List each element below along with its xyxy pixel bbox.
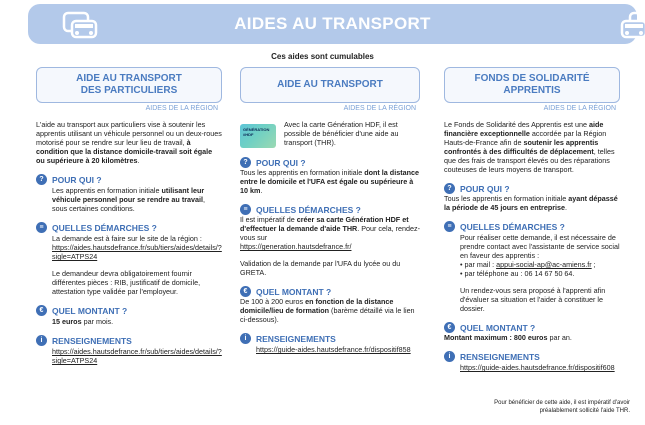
- info-link[interactable]: https://aides.hautsdefrance.fr/sub/tiers/aides/details/?sigle=ATPS24: [52, 347, 222, 365]
- mail-line: • par mail : appui-social-ap@ac-amiens.fr ;: [460, 260, 596, 269]
- generation-hdf-link[interactable]: https://generation.hautsdefrance.fr/: [240, 242, 352, 251]
- section-demarches: [240, 204, 420, 277]
- section-title: QUELLES DÉMARCHES ?: [460, 221, 565, 232]
- section-renseignements: [36, 335, 222, 365]
- section-montant: [36, 305, 222, 326]
- section-title: RENSEIGNEMENTS: [460, 351, 540, 362]
- list-icon: ≡: [240, 204, 251, 215]
- section-montant: [240, 286, 420, 324]
- section-renseignements: [444, 351, 620, 372]
- section-title: QUEL MONTANT ?: [52, 305, 128, 316]
- section-title: POUR QUI ?: [460, 183, 510, 194]
- section-text: Validation de la demande par l'UFA du lycée ou du GRETA.: [240, 259, 401, 277]
- section-title: POUR QUI ?: [256, 157, 306, 168]
- section-text: Tous les apprentis en formation initiale dont la distance entre le domicile et l'UFA est égale ou supérieure à 10 km.: [240, 168, 419, 195]
- intro-text: Avec la carte Génération HDF, il est possible de bénéficier d'une aide au transport (THR).: [284, 120, 399, 147]
- section-title: POUR QUI ?: [52, 174, 102, 185]
- car-icon: [620, 10, 645, 40]
- info-icon: i: [444, 351, 455, 362]
- section-demarches: [444, 221, 620, 313]
- intro-text: Le Fonds de Solidarité des Apprentis est une aide financière exceptionnelle accordée par la Région Hauts-de-France afin de soutenir les apprentis confrontés à des difficultés de déplacement, telles que des frais de transport élevés ou des réparations couteuses de leurs moyens de transport.: [444, 120, 615, 174]
- section-text: De 100 à 200 euros en fonction de la distance domicile/lieu de formation (barème détaillé via le lien ci-dessous).: [240, 297, 415, 324]
- column-title: AIDE AU TRANSPORT DES PARTICULIERS: [36, 67, 222, 103]
- region-tag: AIDES DE LA RÉGION: [543, 105, 616, 112]
- footnote: Pour bénéficier de cette aide, il est impératif d'avoir préalablement sollicité l'aide THR.: [494, 400, 630, 414]
- column-title: FONDS DE SOLIDARITÉ APPRENTIS: [444, 67, 620, 103]
- generation-hdf-card-logo: GÉNÉRATION #HDF: [240, 124, 276, 148]
- column-title: AIDE AU TRANSPORT: [240, 67, 420, 103]
- section-text: Tous les apprentis en formation initiale ayant dépassé la période de 45 jours en entreprise.: [444, 194, 618, 212]
- subtitle: Ces aides sont cumulables: [271, 52, 374, 61]
- section-text: Montant maximum : 800 euros par an.: [444, 333, 572, 342]
- column-fonds-solidarite: [444, 67, 620, 372]
- info-link[interactable]: https://guide-aides.hautsdefrance.fr/dispositif608: [460, 363, 615, 372]
- section-text: 15 euros par mois.: [52, 317, 114, 326]
- info-icon: i: [240, 333, 251, 344]
- region-tag: AIDES DE LA RÉGION: [145, 105, 218, 112]
- region-tag: AIDES DE LA RÉGION: [343, 105, 416, 112]
- section-title: RENSEIGNEMENTS: [52, 335, 132, 346]
- section-text: Il est impératif de créer sa carte Génération HDF et d'effectuer la demande d'aide THR. Pour cela, rendez-vous sur: [240, 215, 420, 242]
- section-text: Un rendez-vous sera proposé à l'apprenti afin d'évaluer sa situation et l'aider à constituer le dossier.: [460, 286, 606, 313]
- section-text: Pour réaliser cette demande, il est nécessaire de prendre contact avec l'assistante de service social en faveur des apprentis :: [460, 233, 620, 260]
- region-aid-link[interactable]: https://aides.hautsdefrance.fr/sub/tiers/aides/details/?sigle=ATPS24: [52, 243, 222, 261]
- section-title: QUELLES DÉMARCHES ?: [52, 222, 157, 233]
- info-icon: i: [36, 335, 47, 346]
- question-icon: ?: [240, 157, 251, 168]
- section-text: Le demandeur devra obligatoirement fournir différentes pièces : RIB, justificatif de domicile, attestation type validée par l'employeur.: [52, 269, 201, 296]
- section-montant: [444, 322, 620, 342]
- section-text: La demande est à faire sur le site de la région :: [52, 234, 202, 243]
- section-demarches: [36, 222, 222, 296]
- question-icon: ?: [444, 183, 455, 194]
- phone-line: • par téléphone au : 06 14 67 50 64.: [460, 269, 575, 278]
- info-link[interactable]: https://guide-aides.hautsdefrance.fr/dispositif858: [256, 345, 411, 354]
- section-renseignements: [240, 333, 420, 354]
- euro-icon: €: [36, 305, 47, 316]
- euro-icon: €: [240, 286, 251, 297]
- column-transport-particuliers: [36, 67, 222, 365]
- column-aide-transport: [240, 67, 420, 354]
- header-banner: [28, 4, 637, 44]
- question-icon: ?: [36, 174, 47, 185]
- list-icon: ≡: [444, 221, 455, 232]
- section-title: RENSEIGNEMENTS: [256, 333, 336, 344]
- list-icon: ≡: [36, 222, 47, 233]
- section-title: QUEL MONTANT ?: [460, 322, 536, 333]
- section-title: QUELLES DÉMARCHES ?: [256, 204, 361, 215]
- section-title: QUEL MONTANT ?: [256, 286, 332, 297]
- section-pour-qui: [36, 174, 222, 213]
- mail-link[interactable]: appui-social-ap@ac-amiens.fr: [496, 260, 592, 269]
- section-pour-qui: [444, 183, 620, 212]
- page-title: AIDES AU TRANSPORT: [234, 14, 431, 33]
- section-text: Les apprentis en formation initiale utilisant leur véhicule personnel pour se rendre au travail, sous certaines conditions.: [52, 186, 205, 213]
- section-pour-qui: [240, 157, 420, 195]
- euro-icon: €: [444, 322, 455, 333]
- intro-text: L'aide au transport aux particuliers vise à soutenir les apprentis utilisant un véhicule personnel ou un deux-roues motorisé pour se rendre sur leur lieu de travail, à condition que la distance domicile-travail soit égale ou supérieure à 20 kilomètres.: [36, 120, 222, 165]
